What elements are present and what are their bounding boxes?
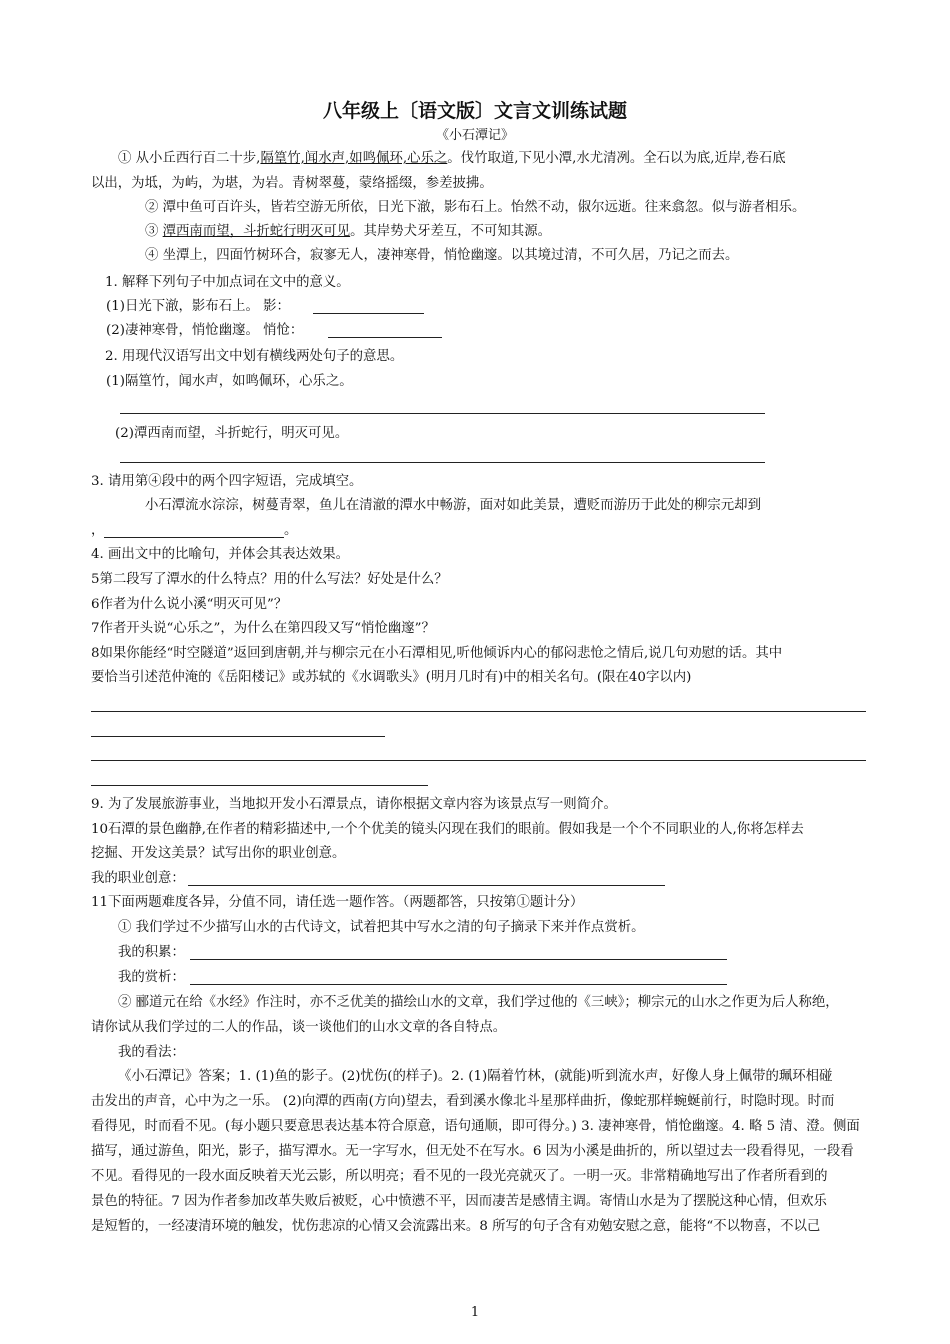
answer-blank[interactable] — [104, 537, 284, 538]
answer-text: 击发出的声音，心中为之一乐。 (2)向潭的西南(方向)望去，看到溪水像北斗星那样曲折，像蛇那样蜿蜒前行，时隐时现。时而 — [91, 1094, 835, 1109]
answer-text: 看得见，时而看不见。(每小题只要意思表达基本符合原意，语句通顺，即可得分。) 3. 凄神寒骨，悄怆幽邃。4. 略 5 清、澄。侧面 — [91, 1119, 860, 1134]
question-4: 4. 画出文中的比喻句，并体会其表达效果。 — [91, 547, 350, 562]
question-11: 11下面两题难度各异，分值不同，请任选一题作答。（两题都答，只按第①题计分） — [91, 895, 584, 910]
answer-blank[interactable] — [328, 337, 442, 338]
question-8: 8如果你能经“时空隧道”返回到唐朝,并与柳宗元在小石潭相见,听他倾诉内心的郁闷悲怆之情后,说几句劝慰的话。其中 — [91, 646, 783, 661]
answer-line[interactable] — [91, 760, 866, 761]
question-11-option-1: ① 我们学过不少描写山水的古代诗文，试着把其中写水之清的句子摘录下来并作点赏析。 — [118, 920, 645, 935]
question-11-accumulation-label: 我的积累： — [118, 945, 185, 960]
passage-text: 。其岸势犬牙差互，不可知其源。 — [350, 224, 551, 239]
question-9: 9. 为了发展旅游事业，当地拟开发小石潭景点，请你根据文章内容为该景点写一则简介。 — [91, 797, 617, 812]
question-2-2: (2)潭西南而望，斗折蛇行，明灭可见。 — [115, 426, 349, 441]
page-title: 八年级上〔语文版〕文言文训练试题 — [322, 100, 627, 122]
passage-paragraph-1 — [118, 151, 786, 167]
paragraph-number: ③ — [145, 224, 163, 239]
underlined-sentence-2: 潭西南而望，斗折蛇行明灭可见 — [162, 224, 351, 239]
answer-line[interactable] — [91, 785, 428, 786]
passage-paragraph-4: ④ 坐潭上，四面竹树环合，寂寥无人，凄神寒骨，悄怆幽邃。以其境过清，不可久居，乃记之而去。 — [145, 248, 739, 263]
passage-paragraph-3 — [145, 224, 551, 240]
question-10-prompt: 我的职业创意： — [91, 871, 185, 886]
answer-text: 《小石潭记》答案；1. (1)鱼的影子。(2)忧伤(的样子)。2. (1)隔着竹林，(就能)听到流水声，好像人身上佩带的珮环相碰 — [118, 1069, 833, 1084]
question-2-1: (1)隔篁竹，闻水声，如鸣佩环，心乐之。 — [106, 374, 353, 389]
question-3-period: 。 — [284, 523, 298, 538]
page-subtitle: 《小石潭记》 — [435, 128, 514, 143]
question-3-text: 小石潭流水淙淙，树蔓青翠，鱼儿在清澈的潭水中畅游，面对如此美景，遭贬而游历于此处的柳宗元却到 — [145, 498, 761, 513]
question-5: 5第二段写了潭水的什么特点？用的什么写法？好处是什么？ — [91, 572, 448, 587]
passage-text: 从小丘西行百二十步, — [135, 151, 261, 166]
answer-line[interactable] — [91, 711, 866, 712]
page-number: 1 — [470, 1305, 480, 1320]
answer-text: 是短暂的，一经凄清环境的触发，忧伤悲凉的心情又会流露出来。8 所写的句子含有劝勉安慰之意，能将“不以物喜，不以己 — [91, 1219, 821, 1234]
question-1: 1. 解释下列句子中加点词在文中的意义。 — [105, 275, 350, 290]
question-1-2: (2)凄神寒骨，悄怆幽邃。 悄怆： — [106, 323, 304, 338]
question-11-option-2: ② 郦道元在给《水经》作注时，亦不乏优美的描绘山水的文章，我们学过他的《三峡》；柳宗元的山水之作更为后人称绝， — [118, 995, 839, 1010]
paragraph-number: ① — [118, 151, 132, 166]
answer-blank[interactable] — [313, 313, 424, 314]
answer-text: 描写，通过游鱼，阳光，影子，描写潭水。无一字写水，但无处不在写水。6 因为小溪是曲折的，所以望过去一段看得见，一段看 — [91, 1144, 854, 1159]
underlined-sentence-1: 隔篁竹,闻水声,如鸣佩环,心乐之 — [260, 151, 448, 166]
answer-text: 不见。看得见的一段水面反映着天光云影，所以明亮；看不见的一段光亮就灭了。一明一灭。非常精确地写出了作者所看到的 — [91, 1169, 828, 1184]
question-7: 7作者开头说“心乐之”，为什么在第四段又写“悄怆幽邃”？ — [91, 621, 435, 636]
question-10-cont: 挖掘、开发这美景？试写出你的职业创意。 — [91, 846, 346, 861]
answer-line[interactable] — [188, 885, 665, 886]
answer-line[interactable] — [91, 736, 385, 737]
question-8-cont: 要恰当引述范仲淹的《岳阳楼记》或苏轼的《水调歌头》(明月几时有)中的相关名句。(限在40字以内) — [91, 670, 692, 685]
question-10: 10石潭的景色幽静,在作者的精彩描述中,一个个优美的镜头闪现在我们的眼前。假如我是一个个不同职业的人,你将怎样去 — [91, 822, 804, 837]
question-2: 2. 用现代汉语写出文中划有横线两处句子的意思。 — [105, 349, 404, 364]
question-6: 6作者为什么说小溪“明灭可见”？ — [91, 597, 288, 612]
answer-line[interactable] — [190, 984, 727, 985]
answer-line[interactable] — [120, 413, 765, 414]
question-11-view-label: 我的看法： — [118, 1045, 185, 1060]
answer-line[interactable] — [120, 462, 765, 463]
answer-text: 景色的特征。7 因为作者参加改革失败后被贬，心中愤懑不平，因而凄苦是感情主调。寄情山水是为了摆脱这种心情，但欢乐 — [91, 1194, 827, 1209]
question-11-appreciation-label: 我的赏析： — [118, 970, 185, 985]
passage-text: 。伐竹取道,下见小潭,水尤清冽。全石以为底,近岸,卷石底 — [447, 151, 786, 166]
passage-paragraph-1-cont: 以出，为坻，为屿，为堪，为岩。青树翠蔓，蒙络摇缀，参差披拂。 — [91, 176, 493, 191]
question-1-1: (1)日光下澈，影布石上。 影： — [106, 299, 290, 314]
question-3: 3. 请用第④段中的两个四字短语，完成填空。 — [91, 474, 363, 489]
question-11-option-2-cont: 请你试从我们学过的二人的作品，谈一谈他们的山水文章的各自特点。 — [91, 1020, 507, 1035]
question-3-comma: ， — [91, 523, 105, 538]
answer-line[interactable] — [190, 959, 727, 960]
passage-paragraph-2: ② 潭中鱼可百许头，皆若空游无所依，日光下澈，影布石上。怡然不动，俶尔远逝。往来翕忽。似与游者相乐。 — [145, 200, 806, 215]
